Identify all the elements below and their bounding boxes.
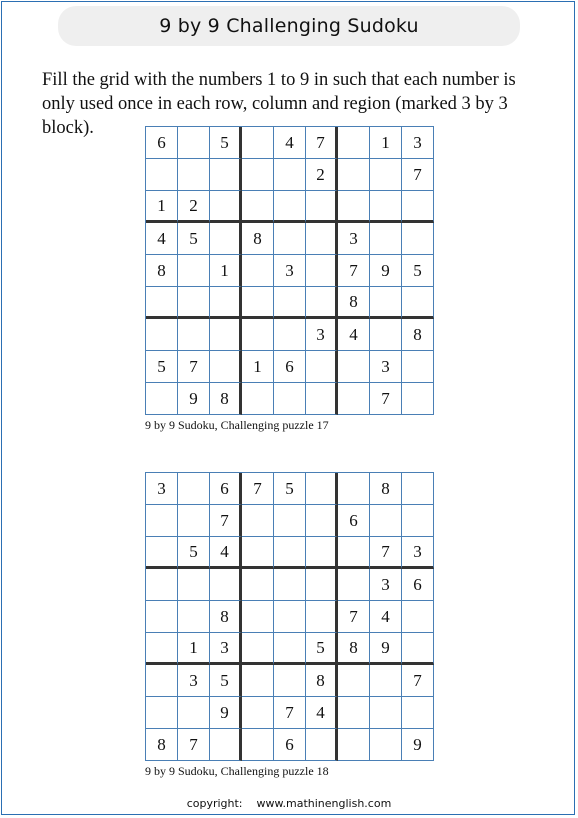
sudoku-cell[interactable]: 8 <box>402 319 434 351</box>
sudoku-cell[interactable]: 1 <box>178 633 210 665</box>
sudoku-cell[interactable]: 5 <box>210 127 242 159</box>
sudoku-cell[interactable] <box>306 191 338 223</box>
sudoku-cell[interactable] <box>242 383 274 415</box>
sudoku-cell[interactable] <box>402 351 434 383</box>
sudoku-cell[interactable] <box>274 665 306 697</box>
sudoku-cell[interactable] <box>242 127 274 159</box>
sudoku-grid-17 <box>145 126 434 415</box>
sudoku-cell[interactable] <box>338 729 370 761</box>
sudoku-cell[interactable]: 4 <box>274 127 306 159</box>
sudoku-cell[interactable] <box>370 159 402 191</box>
sudoku-cell[interactable]: 3 <box>402 537 434 569</box>
sudoku-cell[interactable]: 7 <box>274 697 306 729</box>
sudoku-cell[interactable] <box>402 633 434 665</box>
sudoku-cell[interactable]: 1 <box>370 127 402 159</box>
sudoku-cell[interactable]: 1 <box>242 351 274 383</box>
sudoku-cell[interactable] <box>306 351 338 383</box>
sudoku-cell[interactable] <box>274 191 306 223</box>
sudoku-cell[interactable] <box>306 223 338 255</box>
sudoku-cell[interactable]: 7 <box>178 351 210 383</box>
sudoku-cell[interactable] <box>402 505 434 537</box>
sudoku-cell[interactable]: 6 <box>274 729 306 761</box>
sudoku-cell[interactable]: 8 <box>370 473 402 505</box>
puzzle-caption-18: 9 by 9 Sudoku, Challenging puzzle 18 <box>145 764 329 778</box>
sudoku-cell[interactable] <box>210 287 242 319</box>
sudoku-cell[interactable] <box>242 729 274 761</box>
sudoku-cell[interactable] <box>274 569 306 601</box>
sudoku-cell[interactable] <box>274 537 306 569</box>
sudoku-cell[interactable]: 9 <box>370 633 402 665</box>
sudoku-cell[interactable]: 7 <box>306 127 338 159</box>
sudoku-cell[interactable] <box>274 633 306 665</box>
sudoku-cell[interactable] <box>178 159 210 191</box>
sudoku-cell[interactable]: 5 <box>178 223 210 255</box>
sudoku-cell[interactable] <box>338 697 370 729</box>
sudoku-cell[interactable] <box>274 601 306 633</box>
sudoku-cell[interactable]: 7 <box>370 537 402 569</box>
sudoku-cell[interactable] <box>306 505 338 537</box>
sudoku-cell[interactable] <box>146 697 178 729</box>
sudoku-cell[interactable]: 8 <box>146 729 178 761</box>
sudoku-cell[interactable]: 8 <box>210 601 242 633</box>
page-title: 9 by 9 Challenging Sudoku <box>58 6 520 46</box>
sudoku-cell[interactable] <box>402 697 434 729</box>
sudoku-cell[interactable] <box>306 601 338 633</box>
sudoku-grid-18 <box>145 472 434 761</box>
sudoku-cell[interactable]: 6 <box>146 127 178 159</box>
sudoku-cell[interactable] <box>242 159 274 191</box>
sudoku-cell[interactable]: 9 <box>370 255 402 287</box>
sudoku-cell[interactable] <box>242 319 274 351</box>
sudoku-cell[interactable] <box>242 191 274 223</box>
sudoku-cell[interactable] <box>146 569 178 601</box>
sudoku-cell[interactable]: 8 <box>210 383 242 415</box>
footer <box>0 797 578 810</box>
sudoku-cell[interactable]: 3 <box>402 127 434 159</box>
sudoku-cell[interactable] <box>402 473 434 505</box>
sudoku-cell[interactable]: 4 <box>210 537 242 569</box>
sudoku-cell[interactable]: 1 <box>210 255 242 287</box>
sudoku-cell[interactable] <box>402 223 434 255</box>
sudoku-cell[interactable] <box>402 287 434 319</box>
sudoku-cell[interactable] <box>242 633 274 665</box>
sudoku-cell[interactable] <box>178 287 210 319</box>
sudoku-cell[interactable] <box>370 729 402 761</box>
sudoku-cell[interactable]: 3 <box>306 319 338 351</box>
sudoku-cell[interactable]: 2 <box>306 159 338 191</box>
sudoku-cell[interactable] <box>146 665 178 697</box>
sudoku-cell[interactable] <box>274 505 306 537</box>
sudoku-cell[interactable]: 9 <box>402 729 434 761</box>
sudoku-cell[interactable] <box>338 127 370 159</box>
sudoku-cell[interactable] <box>306 255 338 287</box>
copyright-label: copyright: <box>186 797 243 810</box>
sudoku-cell[interactable]: 4 <box>306 697 338 729</box>
sudoku-cell[interactable] <box>242 255 274 287</box>
sudoku-cell[interactable] <box>146 383 178 415</box>
sudoku-cell[interactable] <box>306 569 338 601</box>
sudoku-cell[interactable] <box>370 223 402 255</box>
sudoku-cell[interactable] <box>274 287 306 319</box>
sudoku-cell[interactable] <box>402 383 434 415</box>
sudoku-cell[interactable]: 8 <box>338 287 370 319</box>
sudoku-cell[interactable]: 4 <box>370 601 402 633</box>
sudoku-cell[interactable]: 3 <box>146 473 178 505</box>
sudoku-cell[interactable] <box>274 383 306 415</box>
sudoku-cell[interactable] <box>338 569 370 601</box>
sudoku-cell[interactable] <box>242 505 274 537</box>
sudoku-cell[interactable] <box>402 601 434 633</box>
sudoku-cell[interactable] <box>338 159 370 191</box>
sudoku-cell[interactable] <box>210 729 242 761</box>
sudoku-cell[interactable]: 7 <box>370 383 402 415</box>
sudoku-cell[interactable]: 6 <box>338 505 370 537</box>
sudoku-cell[interactable] <box>306 383 338 415</box>
sudoku-cell[interactable]: 8 <box>146 255 178 287</box>
sudoku-cell[interactable] <box>242 601 274 633</box>
sudoku-cell[interactable] <box>274 159 306 191</box>
sudoku-cell[interactable]: 7 <box>210 505 242 537</box>
sudoku-cell[interactable]: 4 <box>146 223 178 255</box>
sudoku-cell[interactable]: 8 <box>306 665 338 697</box>
sudoku-cell[interactable] <box>210 351 242 383</box>
sudoku-cell[interactable] <box>370 319 402 351</box>
sudoku-cell[interactable] <box>370 697 402 729</box>
sudoku-cell[interactable] <box>338 665 370 697</box>
sudoku-cell[interactable] <box>306 537 338 569</box>
sudoku-cell[interactable]: 4 <box>338 319 370 351</box>
sudoku-cell[interactable] <box>178 601 210 633</box>
sudoku-cell[interactable]: 3 <box>370 351 402 383</box>
sudoku-cell[interactable]: 7 <box>178 729 210 761</box>
sudoku-cell[interactable] <box>338 473 370 505</box>
sudoku-cell[interactable] <box>306 287 338 319</box>
sudoku-cell[interactable] <box>178 569 210 601</box>
sudoku-cell[interactable] <box>274 319 306 351</box>
sudoku-cell[interactable]: 3 <box>178 665 210 697</box>
sudoku-cell[interactable]: 7 <box>338 255 370 287</box>
sudoku-cell[interactable]: 7 <box>338 601 370 633</box>
website-link[interactable]: www.mathinenglish.com <box>256 797 392 810</box>
sudoku-cell[interactable]: 8 <box>338 633 370 665</box>
sudoku-cell[interactable] <box>178 255 210 287</box>
sudoku-cell[interactable] <box>210 319 242 351</box>
sudoku-cell[interactable]: 6 <box>402 569 434 601</box>
sudoku-cell[interactable]: 7 <box>242 473 274 505</box>
sudoku-cell[interactable] <box>146 287 178 319</box>
sudoku-cell[interactable]: 5 <box>306 633 338 665</box>
sudoku-cell[interactable]: 3 <box>274 255 306 287</box>
sudoku-cell[interactable]: 2 <box>178 191 210 223</box>
sudoku-cell[interactable] <box>178 473 210 505</box>
sudoku-cell[interactable] <box>210 569 242 601</box>
sudoku-cell[interactable] <box>178 319 210 351</box>
sudoku-cell[interactable]: 5 <box>178 537 210 569</box>
sudoku-cell[interactable] <box>146 633 178 665</box>
sudoku-cell[interactable]: 5 <box>210 665 242 697</box>
instructions-text: Fill the grid with the numbers 1 to 9 in such that each number is only used once in each row, column and region (marked 3 by 3 block). <box>42 70 516 138</box>
sudoku-cell[interactable]: 7 <box>402 159 434 191</box>
sudoku-cell[interactable] <box>242 697 274 729</box>
sudoku-cell[interactable] <box>306 473 338 505</box>
sudoku-cell[interactable] <box>242 665 274 697</box>
sudoku-cell[interactable] <box>178 697 210 729</box>
sudoku-cell[interactable] <box>146 537 178 569</box>
sudoku-cell[interactable] <box>370 505 402 537</box>
sudoku-cell[interactable] <box>274 223 306 255</box>
sudoku-cell[interactable]: 8 <box>242 223 274 255</box>
sudoku-cell[interactable] <box>146 159 178 191</box>
sudoku-cell[interactable]: 3 <box>338 223 370 255</box>
sudoku-cell[interactable]: 9 <box>178 383 210 415</box>
sudoku-cell[interactable]: 6 <box>274 351 306 383</box>
puzzle-caption-17: 9 by 9 Sudoku, Challenging puzzle 17 <box>145 418 329 432</box>
sudoku-cell[interactable]: 3 <box>210 633 242 665</box>
sudoku-cell[interactable] <box>146 601 178 633</box>
sudoku-cell[interactable] <box>242 569 274 601</box>
sudoku-cell[interactable]: 6 <box>210 473 242 505</box>
sudoku-cell[interactable] <box>370 665 402 697</box>
sudoku-cell[interactable]: 5 <box>402 255 434 287</box>
sudoku-cell[interactable] <box>146 505 178 537</box>
sudoku-cell[interactable]: 5 <box>146 351 178 383</box>
sudoku-cell[interactable]: 3 <box>370 569 402 601</box>
sudoku-cell[interactable] <box>370 191 402 223</box>
sudoku-cell[interactable] <box>178 127 210 159</box>
sudoku-cell[interactable] <box>210 223 242 255</box>
sudoku-cell[interactable] <box>370 287 402 319</box>
sudoku-cell[interactable] <box>338 383 370 415</box>
sudoku-cell[interactable] <box>242 287 274 319</box>
sudoku-cell[interactable]: 7 <box>402 665 434 697</box>
sudoku-cell[interactable] <box>338 537 370 569</box>
sudoku-cell[interactable] <box>306 729 338 761</box>
sudoku-cell[interactable] <box>242 537 274 569</box>
sudoku-cell[interactable] <box>338 191 370 223</box>
sudoku-cell[interactable] <box>402 191 434 223</box>
sudoku-cell[interactable]: 9 <box>210 697 242 729</box>
sudoku-cell[interactable] <box>210 159 242 191</box>
sudoku-cell[interactable] <box>210 191 242 223</box>
sudoku-cell[interactable]: 1 <box>146 191 178 223</box>
sudoku-cell[interactable] <box>178 505 210 537</box>
sudoku-cell[interactable] <box>146 319 178 351</box>
sudoku-cell[interactable]: 5 <box>274 473 306 505</box>
sudoku-cell[interactable] <box>338 351 370 383</box>
